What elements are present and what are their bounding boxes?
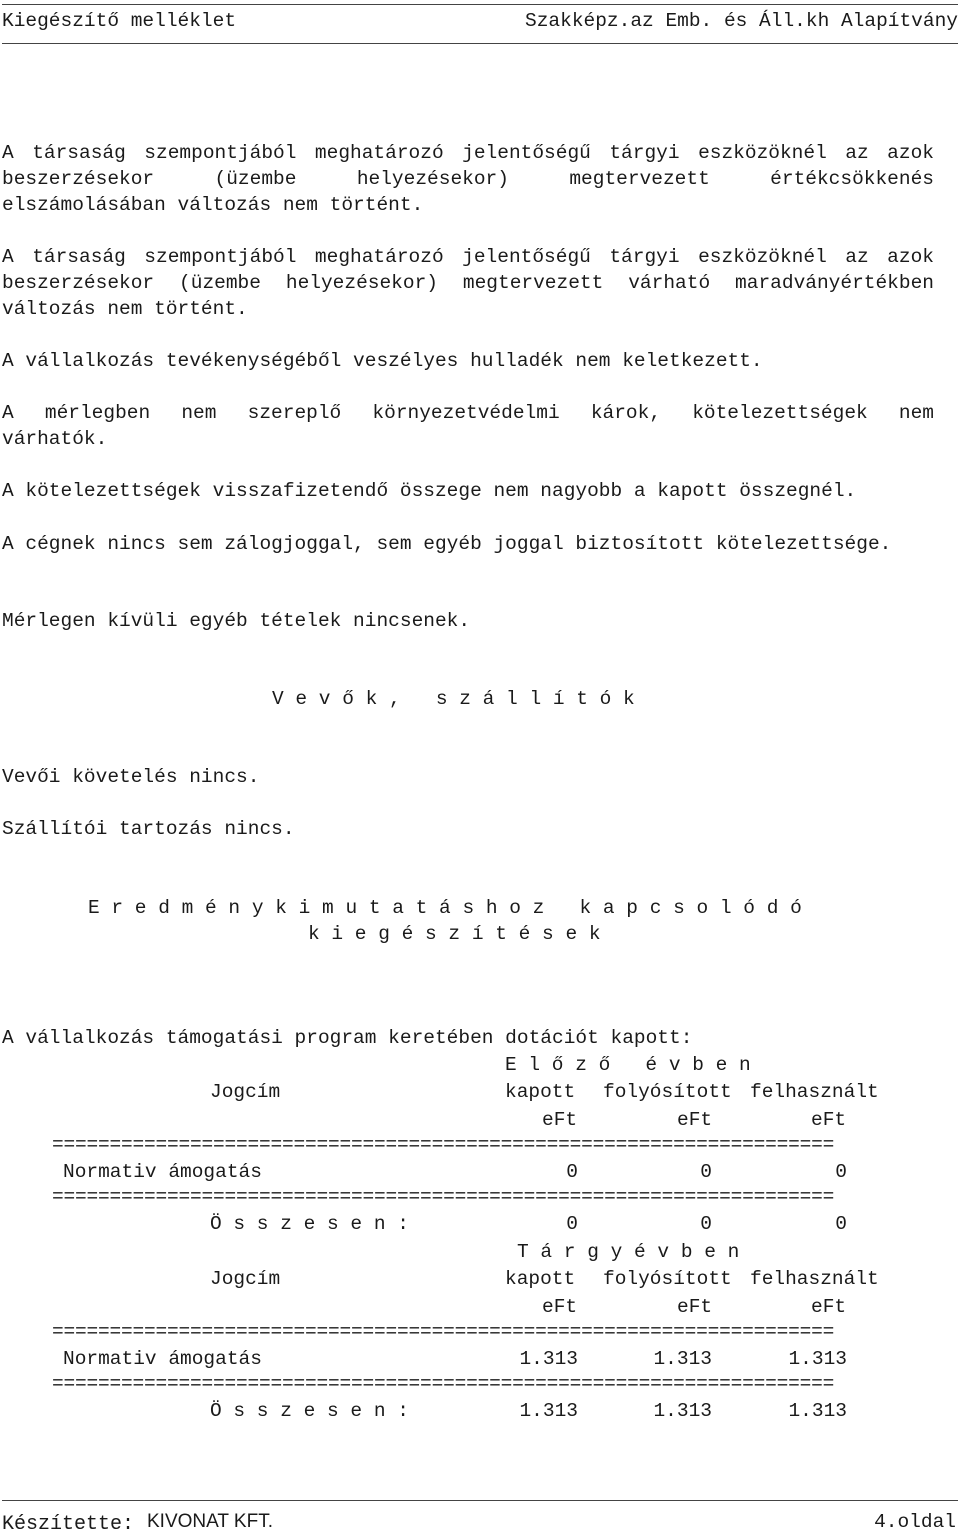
paragraph-1-line-1: A társaság szempontjából meghatározó jelentőségű tárgyi eszközöknél az azok bbox=[2, 142, 934, 164]
table-curr-separator-1: ==================================================================== bbox=[52, 1321, 835, 1343]
section-eredmeny-title-line-2: k i e g é s z í t é s e k bbox=[308, 923, 601, 945]
table-curr-row-kapott: 1.313 bbox=[519, 1348, 578, 1370]
table-curr-col-felhasznalt: felhasznált bbox=[750, 1268, 879, 1290]
paragraph-2-line-1: A társaság szempontjából meghatározó jelentőségű tárgyi eszközöknél az azok bbox=[2, 246, 934, 268]
table-curr-col-kapott: kapott bbox=[505, 1268, 576, 1290]
footer-page: 4.oldal bbox=[874, 1511, 956, 1533]
table-prev-row-label: Normativ ámogatás bbox=[63, 1161, 262, 1183]
paragraph-2-line-3: változás nem történt. bbox=[2, 298, 248, 320]
table-curr-separator-2: ==================================================================== bbox=[52, 1373, 835, 1395]
table-prev-unit-folyositott: eFt bbox=[677, 1109, 713, 1131]
table-prev-separator-2: ==================================================================== bbox=[52, 1186, 835, 1208]
table-prev-unit-kapott: eFt bbox=[542, 1109, 578, 1131]
footer-label: Készítette: bbox=[2, 1513, 135, 1536]
table-curr-total-label: Ö s s z e s e n : bbox=[210, 1400, 409, 1422]
table-curr-unit-folyositott: eFt bbox=[677, 1296, 713, 1318]
header-left: Kiegészítő melléklet bbox=[2, 10, 237, 32]
table-prev-total-label: Ö s s z e s e n : bbox=[210, 1213, 409, 1235]
paragraph-4-line-1: A mérlegben nem szereplő környezetvédelmi károk, kötelezettségek nem bbox=[2, 402, 934, 424]
paragraph-1-line-3: elszámolásában változás nem történt. bbox=[2, 194, 424, 216]
table-prev-col-felhasznalt: felhasznált bbox=[750, 1081, 879, 1103]
table-curr-total-folyositott: 1.313 bbox=[653, 1400, 712, 1422]
header-right: Szakképz.az Emb. és Áll.kh Alapítvány bbox=[525, 10, 958, 32]
paragraph-2-line-2: beszerzésekor (üzembe helyezésekor) megtervezett várható maradványértékben bbox=[2, 272, 934, 294]
paragraph-4-line-2: várhatók. bbox=[2, 428, 108, 450]
footer-company: KIVONAT KFT. bbox=[147, 1511, 273, 1532]
table-prev-total-felhasznalt: 0 bbox=[835, 1213, 847, 1235]
table-prev-period: E l ő z ő é v b e n bbox=[505, 1054, 751, 1076]
table-curr-row-folyositott: 1.313 bbox=[653, 1348, 712, 1370]
paragraph-7: Mérlegen kívüli egyéb tételek nincsenek. bbox=[2, 610, 471, 632]
table-curr-col-jogcim: Jogcím bbox=[210, 1268, 281, 1290]
table-prev-col-folyositott: folyósított bbox=[603, 1081, 732, 1103]
paragraph-3: A vállalkozás tevékenységéből veszélyes hulladék nem keletkezett. bbox=[2, 350, 763, 372]
table-curr-row-felhasznalt: 1.313 bbox=[788, 1348, 847, 1370]
paragraph-5: A kötelezettségek visszafizetendő összege nem nagyobb a kapott összegnél. bbox=[2, 480, 857, 502]
table-curr-unit-felhasznalt: eFt bbox=[811, 1296, 847, 1318]
header-top-rule bbox=[2, 4, 958, 5]
table-curr-total-felhasznalt: 1.313 bbox=[788, 1400, 847, 1422]
table-curr-period: T á r g y é v b e n bbox=[517, 1241, 740, 1263]
table-prev-row-kapott: 0 bbox=[566, 1161, 578, 1183]
table-curr-total-kapott: 1.313 bbox=[519, 1400, 578, 1422]
table-prev-separator-1: ==================================================================== bbox=[52, 1134, 835, 1156]
header-bottom-rule bbox=[2, 43, 958, 44]
szallitoi-tartozas: Szállítói tartozás nincs. bbox=[2, 818, 295, 840]
table-prev-row-folyositott: 0 bbox=[700, 1161, 712, 1183]
section-eredmeny-title-line-1: E r e d m é n y k i m u t a t á s h o z k a p c s o l ó d ó bbox=[88, 897, 802, 919]
table-prev-unit-felhasznalt: eFt bbox=[811, 1109, 847, 1131]
dotacio-intro: A vállalkozás támogatási program keretében dotációt kapott: bbox=[2, 1027, 693, 1049]
table-prev-col-jogcim: Jogcím bbox=[210, 1081, 281, 1103]
vevoi-koveteles: Vevői követelés nincs. bbox=[2, 766, 260, 788]
footer-rule bbox=[2, 1500, 958, 1501]
paragraph-6: A cégnek nincs sem zálogjoggal, sem egyéb joggal biztosított kötelezettsége. bbox=[2, 533, 892, 555]
table-prev-total-folyositott: 0 bbox=[700, 1213, 712, 1235]
table-prev-col-kapott: kapott bbox=[505, 1081, 576, 1103]
table-curr-row-label: Normativ ámogatás bbox=[63, 1348, 262, 1370]
paragraph-1-line-2: beszerzésekor (üzembe helyezésekor) megtervezett értékcsökkenés bbox=[2, 168, 934, 190]
table-curr-unit-kapott: eFt bbox=[542, 1296, 578, 1318]
table-prev-row-felhasznalt: 0 bbox=[835, 1161, 847, 1183]
table-prev-total-kapott: 0 bbox=[566, 1213, 578, 1235]
section-vevok-title: V e v ő k , s z á l l í t ó k bbox=[272, 688, 635, 710]
table-curr-col-folyositott: folyósított bbox=[603, 1268, 732, 1290]
